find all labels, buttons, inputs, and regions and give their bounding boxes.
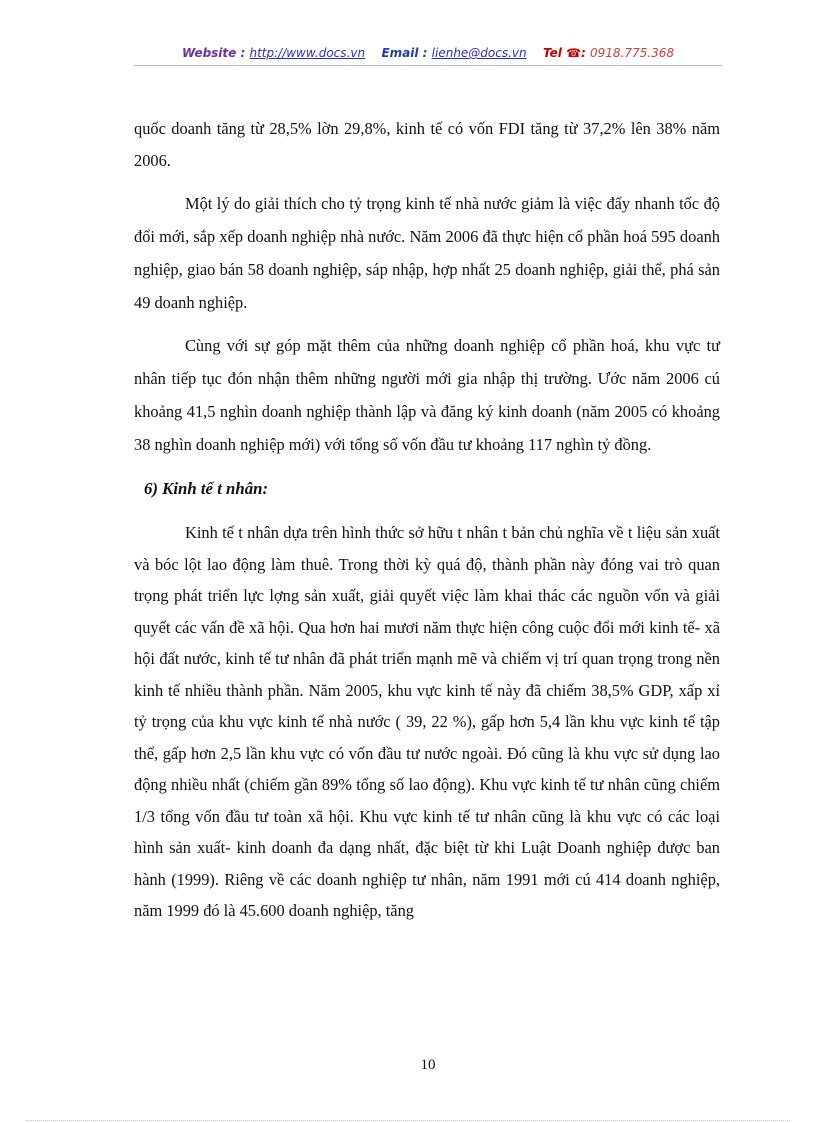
website-link[interactable]: http://www.docs.vn: [249, 46, 366, 60]
tel-label: Tel ☎:: [543, 46, 586, 60]
page-number: 10: [420, 1057, 436, 1073]
tel-number: 0918.775.368: [590, 46, 675, 60]
email-link[interactable]: lienhe@docs.vn: [431, 46, 527, 60]
page-header: [134, 46, 722, 60]
website-label: Website :: [181, 46, 246, 60]
header-divider: [134, 65, 722, 66]
footer-divider: [26, 1120, 790, 1121]
document-body: [134, 113, 720, 927]
paragraph-2: Một lý do giải thích cho tỷ trọng kinh tế nhà nước giảm là việc đẩy nhanh tốc độ đổi mới, sắp xếp doanh nghiệp nhà nước. Năm 2006 đã thực hiện cổ phần hoá 595 doanh nghiệp, giao bán 58 doanh nghiệp, sáp nhập, hợp nhất 25 doanh nghiệp, giải thể, phá sản 49 doanh nghiệp.: [134, 194, 720, 312]
section-paragraph: Kinh tế t nhân dựa trên hình thức sở hữu t nhân t bản chủ nghĩa về t liệu sản xuất và bóc lột lao động làm thuê. Trong thời kỳ quá độ, thành phần này đóng vai trò quan trọng phát triển lực lợng sản xuất, giải quyết việc làm khai thác các nguồn vốn và giải quyết các vấn đề xã hội. Qua hơn hai mươi năm thực hiện công cuộc đổi mới kinh tế- xã hội đất nước, kinh tế tư nhân đã phát triển mạnh mẽ và chiếm vị trí quan trọng trong nền kinh tế nhiều thành phần. Năm 2005, khu vực kinh tế này đã chiếm 38,5% GDP, xấp xỉ tỷ trọng của khu vực kinh tế nhà nước ( 39, 22 %), gấp hơn 5,4 lần khu vực kinh tế tập thể, gấp hơn 2,5 lần khu vực có vốn đầu tư nước ngoài. Đó cũng là khu vực sử dụng lao động nhiều nhất (chiếm gần 89% tổng số lao động). Khu vực kinh tế tư nhân cũng chiếm 1/3 tổng vốn đầu tư toàn xã hội. Khu vực kinh tế tư nhân cũng là khu vực có các loại hình sản xuất- kinh doanh đa dạng nhất, đặc biệt từ khi Luật Doanh nghiệp được ban hành (1999). Riêng về các doanh nghiệp tư nhân, năm 1991 mới cú 414 doanh nghiệp, năm 1999 đó là 45.600 doanh nghiệp, tăng: [134, 523, 720, 920]
email-label: Email: [381, 46, 419, 60]
paragraph-3: Cùng với sự góp mặt thêm của những doanh nghiệp cổ phần hoá, khu vực tư nhân tiếp tục đón nhận thêm những người mới gia nhập thị trường. Ước năm 2006 cú khoảng 41,5 nghìn doanh nghiệp thành lập và đăng ký kinh doanh (năm 2005 có khoảng 38 nghìn doanh nghiệp mới) với tổng số vốn đầu tư khoảng 117 nghìn tỷ đồng.: [134, 336, 720, 454]
paragraph-1: quốc doanh tăng từ 28,5% lờn 29,8%, kinh tế có vốn FDI tăng từ 37,2% lên 38% năm 2006.: [134, 119, 720, 170]
email-separator: :: [422, 46, 428, 60]
section-heading: 6) Kinh tế t nhân:: [144, 479, 269, 498]
